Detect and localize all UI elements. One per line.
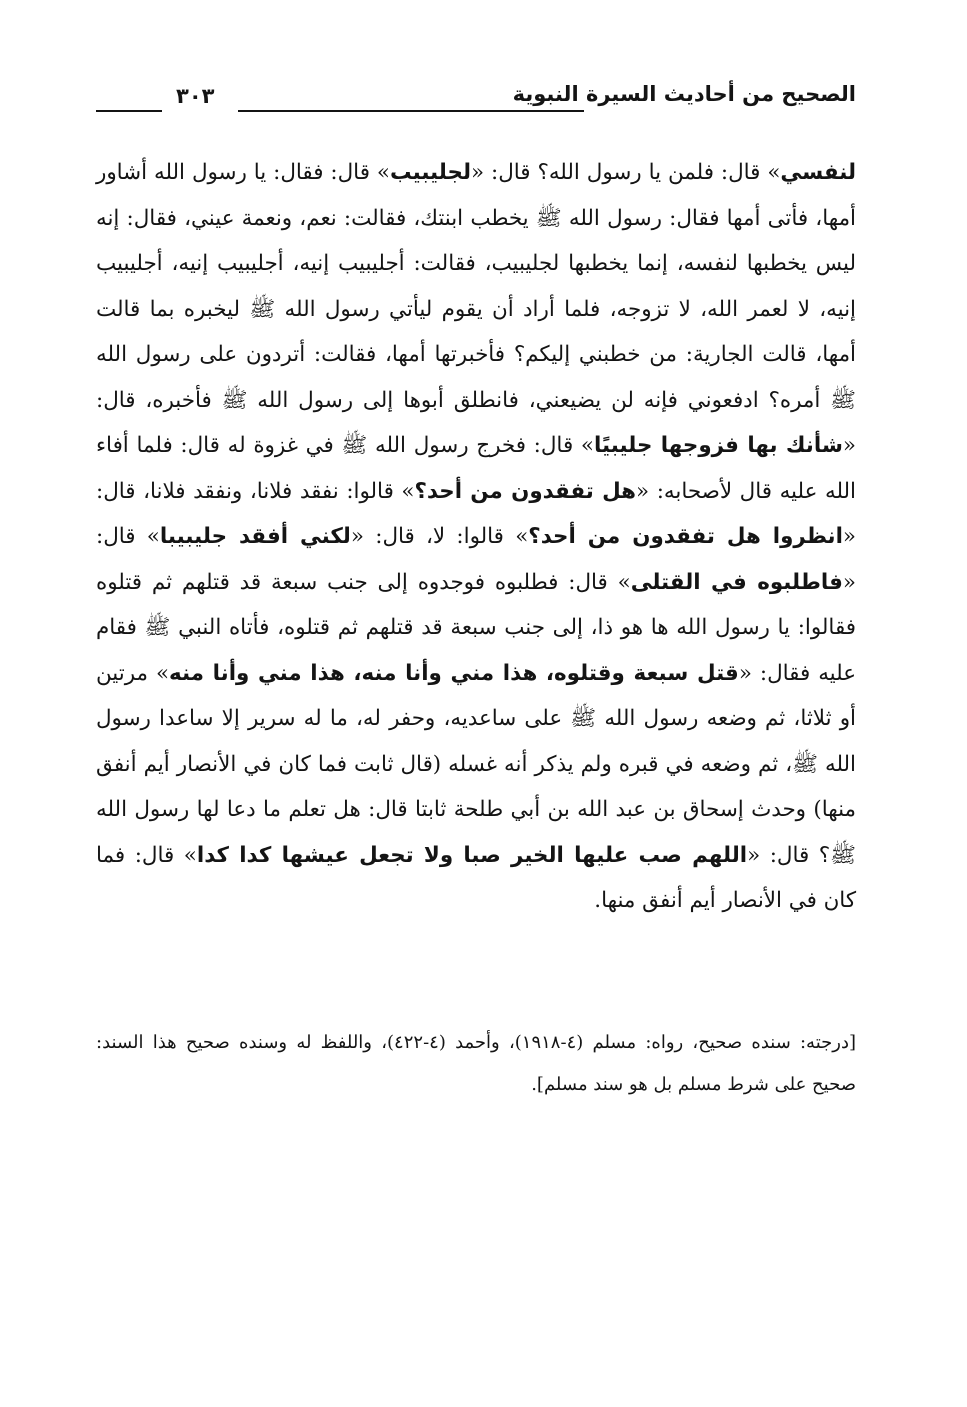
hadith-quote: انظروا هل تفقدون من أحد؟ — [528, 524, 843, 549]
narration-text: » قال: فما كان في الأنصار أيم أنفق منها. — [96, 842, 856, 913]
running-header — [96, 82, 856, 122]
hadith-quote: شأنك بها فزوجها جليبيًا — [594, 433, 843, 458]
main-text — [96, 150, 856, 924]
narration-text: » قالوا: لا، قال: « — [350, 524, 529, 549]
narration-text: » قالوا: نفقد فلانا، ونفقد فلانا، قال: « — [96, 478, 856, 549]
hadith-quote: لنفسي — [780, 160, 856, 185]
narration-text: » قال: فقال: يا رسول الله أشاور أمها، فأتى أمها فقال: رسول الله ﷺ يخطب ابنتك، فقالت: نعم، ونعمة عيني، فقال: إنه ليس يخطبها لنفسه، إنما يخطبها لجليبيب، فقالت: أجليبيب إنيه، أجليبيب إنيه، أجليبيب إنيه، لا لعمر الله، لا تزوجه، فلما أراد أن يقوم ليأتي رسول الله ﷺ ليخبره بما قالت أمها، قالت الجارية: من خطبني إليكم؟ فأخبرتها أمها، فقالت: أتردون على رسول الله ﷺ أمره؟ ادفعوني فإنه لن يضيعني، فانطلق أبوها إلى رسول الله ﷺ فأخبره، قال: « — [96, 160, 856, 458]
hadith-quote: لكني أفقد جليبيبا — [159, 524, 351, 549]
page-number: ٣٠٣ — [176, 84, 215, 108]
hadith-quote: هل تفقدون من أحد؟ — [414, 478, 637, 504]
hadith-quote: لجليبيب — [389, 160, 471, 185]
narration-text: » قال: فطلبوه فوجدوه إلى جنب سبعة قد قتلهم ثم قتلوه فقالوا: يا رسول الله ها هو ذا، إلى جنب سبعة قد قتلهم ثم قتلوه، فأتاه النبي ﷺ فقام عليه فقال: « — [96, 569, 856, 686]
header-rule-left — [96, 110, 162, 112]
narration-text: » قال: فخرج رسول الله ﷺ في غزوة له قال: فلما أفاء الله عليه قال لأصحابه: « — [96, 433, 856, 504]
narration-text: » قال: « — [96, 524, 856, 595]
header-title: الصحيح من أحاديث السيرة النبوية — [512, 82, 856, 106]
hadith-quote: فاطلبوه في القتلى — [630, 569, 843, 595]
header-rule — [238, 110, 584, 112]
hadith-quote: قتل سبعة وقتلوه، هذا مني وأنا منه، هذا مني وأنا منه — [169, 660, 739, 686]
hadith-quote: اللهم صب عليها الخير صبا ولا تجعل عيشها كدا كدا — [196, 842, 748, 868]
narration-text: » قال: فلمن يا رسول الله؟ قال: « — [470, 160, 781, 185]
footnote: [درجته: سنده صحيح، رواه: مسلم (٤-١٩١٨)، وأحمد (٤-٤٢٢)، واللفظ له وسنده صحيح هذا السند: صحيح على شرط مسلم بل هو سند مسلم]. — [96, 1032, 857, 1095]
narration-text: » مرتين أو ثلاثا، ثم وضعه رسول الله ﷺ على ساعديه، وحفر له، ما له سرير إلا ساعدا رسول الله ﷺ، ثم وضعه في قبره ولم يذكر أنه غسله (قال ثابت فما كان في الأنصار أيم أنفق منها) وحدث إسحاق بن عبد الله بن أبي طلحة ثابتا قال: هل تعلم ما دعا لها رسول الله ﷺ؟ قال: « — [96, 660, 856, 868]
